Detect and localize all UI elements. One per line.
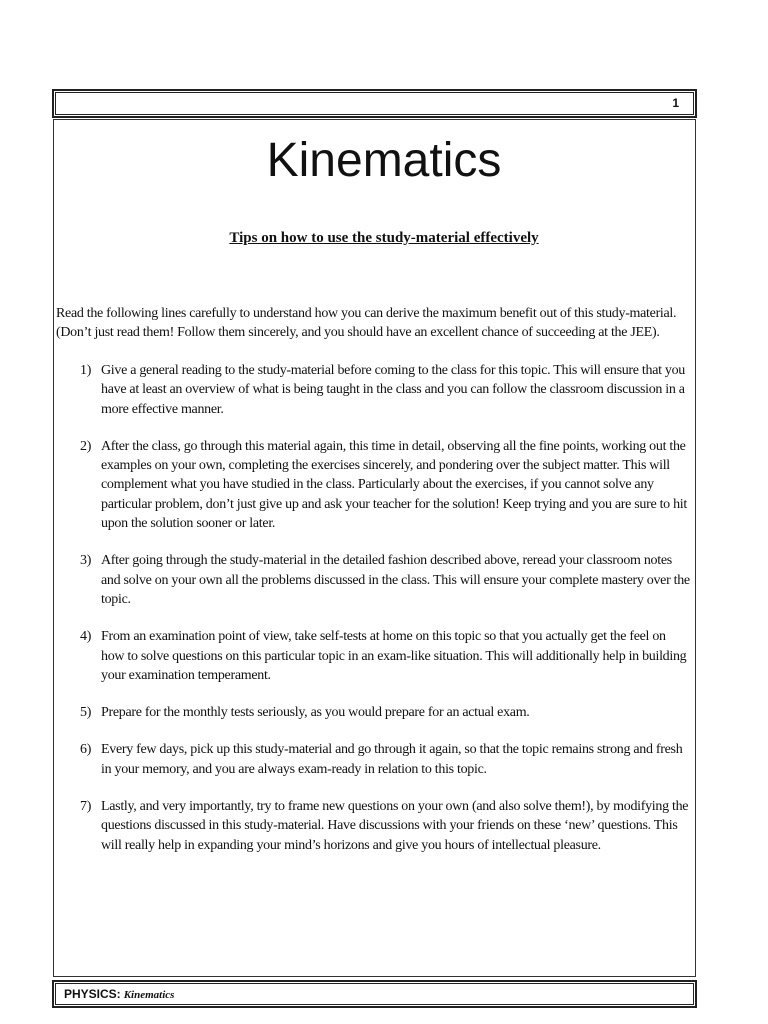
item-number: 7): [80, 799, 92, 815]
intro-paragraph: [56, 304, 696, 342]
subtitle: Tips on how to use the study-material effectively: [229, 230, 539, 246]
page-number: 1: [672, 96, 679, 110]
item-text: Prepare for the monthly tests seriously, as you would prepare for an actual exam.: [101, 705, 530, 721]
item-text: Give a general reading to the study-material before coming to the class for this topic. This will ensure that you have at least an overview of what is being taught in the class and you can follow the classroom discussion in a more effective manner.: [101, 363, 686, 417]
footer-topic: Kinematics: [123, 989, 175, 1001]
item-text: After going through the study-material in the detailed fashion described above, reread your classroom notes and solve on your own all the problems discussed in the class. This will ensure your complete mastery over the topic.: [101, 553, 690, 607]
list-item: [56, 551, 690, 609]
list-item: [56, 361, 690, 419]
list-item: [56, 797, 690, 855]
item-text: Lastly, and very importantly, try to frame new questions on your own (and also solve them!), by modifying the questions discussed in this study-material. Have discussions with your friends on these ‘new’ questions. This will really help in expanding your mind’s horizons and give you hours of intellectual pleasure.: [101, 799, 689, 853]
item-number: 3): [80, 553, 92, 569]
item-number: 6): [80, 742, 92, 758]
intro-line: Read the following lines carefully to understand how you can derive the maximum benefit out of this study-material.: [56, 306, 677, 321]
list-item: [56, 437, 690, 533]
item-text: Every few days, pick up this study-material and go through it again, so that the topic remains strong and fresh in your memory, and you are always exam-ready in relation to this topic.: [101, 742, 683, 777]
item-number: 5): [80, 705, 92, 721]
item-text: From an examination point of view, take self-tests at home on this topic so that you actually get the feel on how to solve questions on this particular topic in an exam-like situation. This will additionally help in building your examination temperament.: [101, 629, 687, 683]
item-text: After the class, go through this material again, this time in detail, observing all the fine points, working out the examples on your own, completing the exercises sincerely, and pondering over the subject matter. This will complement what you have studied in the class. Particularly about the exercises, if you cannot solve any particular problem, don’t just give up and ask your teacher for the solution! Keep trying and you are sure to hit upon the solution sooner or later.: [101, 438, 687, 532]
page-title: Kinematics: [266, 134, 502, 187]
footer-subject: PHYSICS:: [64, 987, 121, 1001]
list-item: [56, 740, 690, 779]
tips-list: [56, 361, 690, 873]
page-header: [53, 90, 696, 117]
item-number: 1): [80, 363, 92, 378]
page-footer: [53, 981, 696, 1007]
list-item: [56, 703, 690, 722]
intro-line: (Don’t just read them! Follow them sincerely, and you should have an excellent chance of succeeding at the JEE).: [56, 325, 660, 340]
list-item: [56, 627, 690, 685]
item-number: 2): [80, 438, 92, 454]
item-number: 4): [80, 629, 92, 645]
